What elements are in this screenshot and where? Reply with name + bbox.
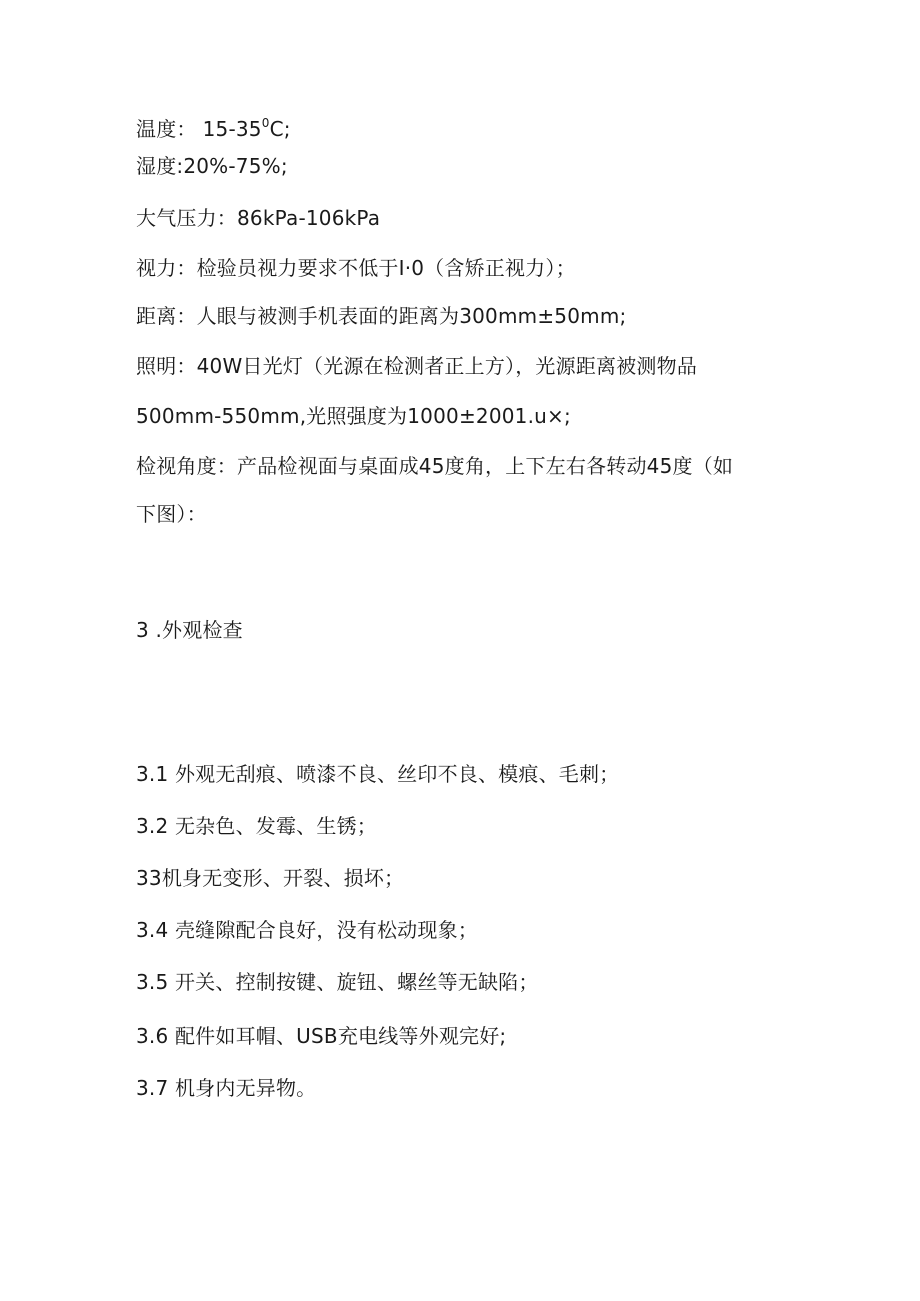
list-item: 3.1 外观无刮痕、喷漆不良、丝印不良、模痕、毛刺；: [136, 762, 620, 786]
angle-line-1: 检视角度：产品检视面与桌面成45度角，上下左右各转动45度（如: [136, 454, 734, 478]
temperature-line: [136, 115, 291, 143]
temperature-unit: C;: [269, 117, 291, 141]
list-item: 3.5 开关、控制按键、旋钮、螺丝等无缺陷；: [136, 970, 539, 994]
list-item: 3.7 机身内无异物。: [136, 1076, 317, 1100]
temperature-label: 温度：: [136, 117, 197, 141]
temperature-value: 15-35: [202, 117, 262, 141]
lighting-line-2: 500mm-550mm,光照强度为1000±2001.u×;: [136, 404, 571, 428]
list-item: 33机身无变形、开裂、损坏；: [136, 866, 405, 890]
eyesight-line: 视力：检验员视力要求不低于I·0（含矫正视力）；: [136, 256, 576, 280]
list-item: 3.2 无杂色、发霉、生锈；: [136, 814, 377, 838]
angle-line-2: 下图）：: [136, 502, 207, 526]
pressure-line: 大气压力：86kPa-106kPa: [136, 206, 381, 230]
distance-line: 距离：人眼与被测手机表面的距离为300mm±50mm;: [136, 304, 627, 328]
humidity-line: 湿度:20%-75%;: [136, 154, 288, 178]
section-heading: 3 .外观检查: [136, 618, 243, 642]
temperature-degree: 0: [261, 116, 270, 130]
list-item: 3.4 壳缝隙配合良好，没有松动现象；: [136, 918, 478, 942]
lighting-line-1: 照明：40W日光灯（光源在检测者正上方），光源距离被测物品: [136, 354, 698, 378]
list-item: 3.6 配件如耳帽、USB充电线等外观完好;: [136, 1024, 507, 1048]
